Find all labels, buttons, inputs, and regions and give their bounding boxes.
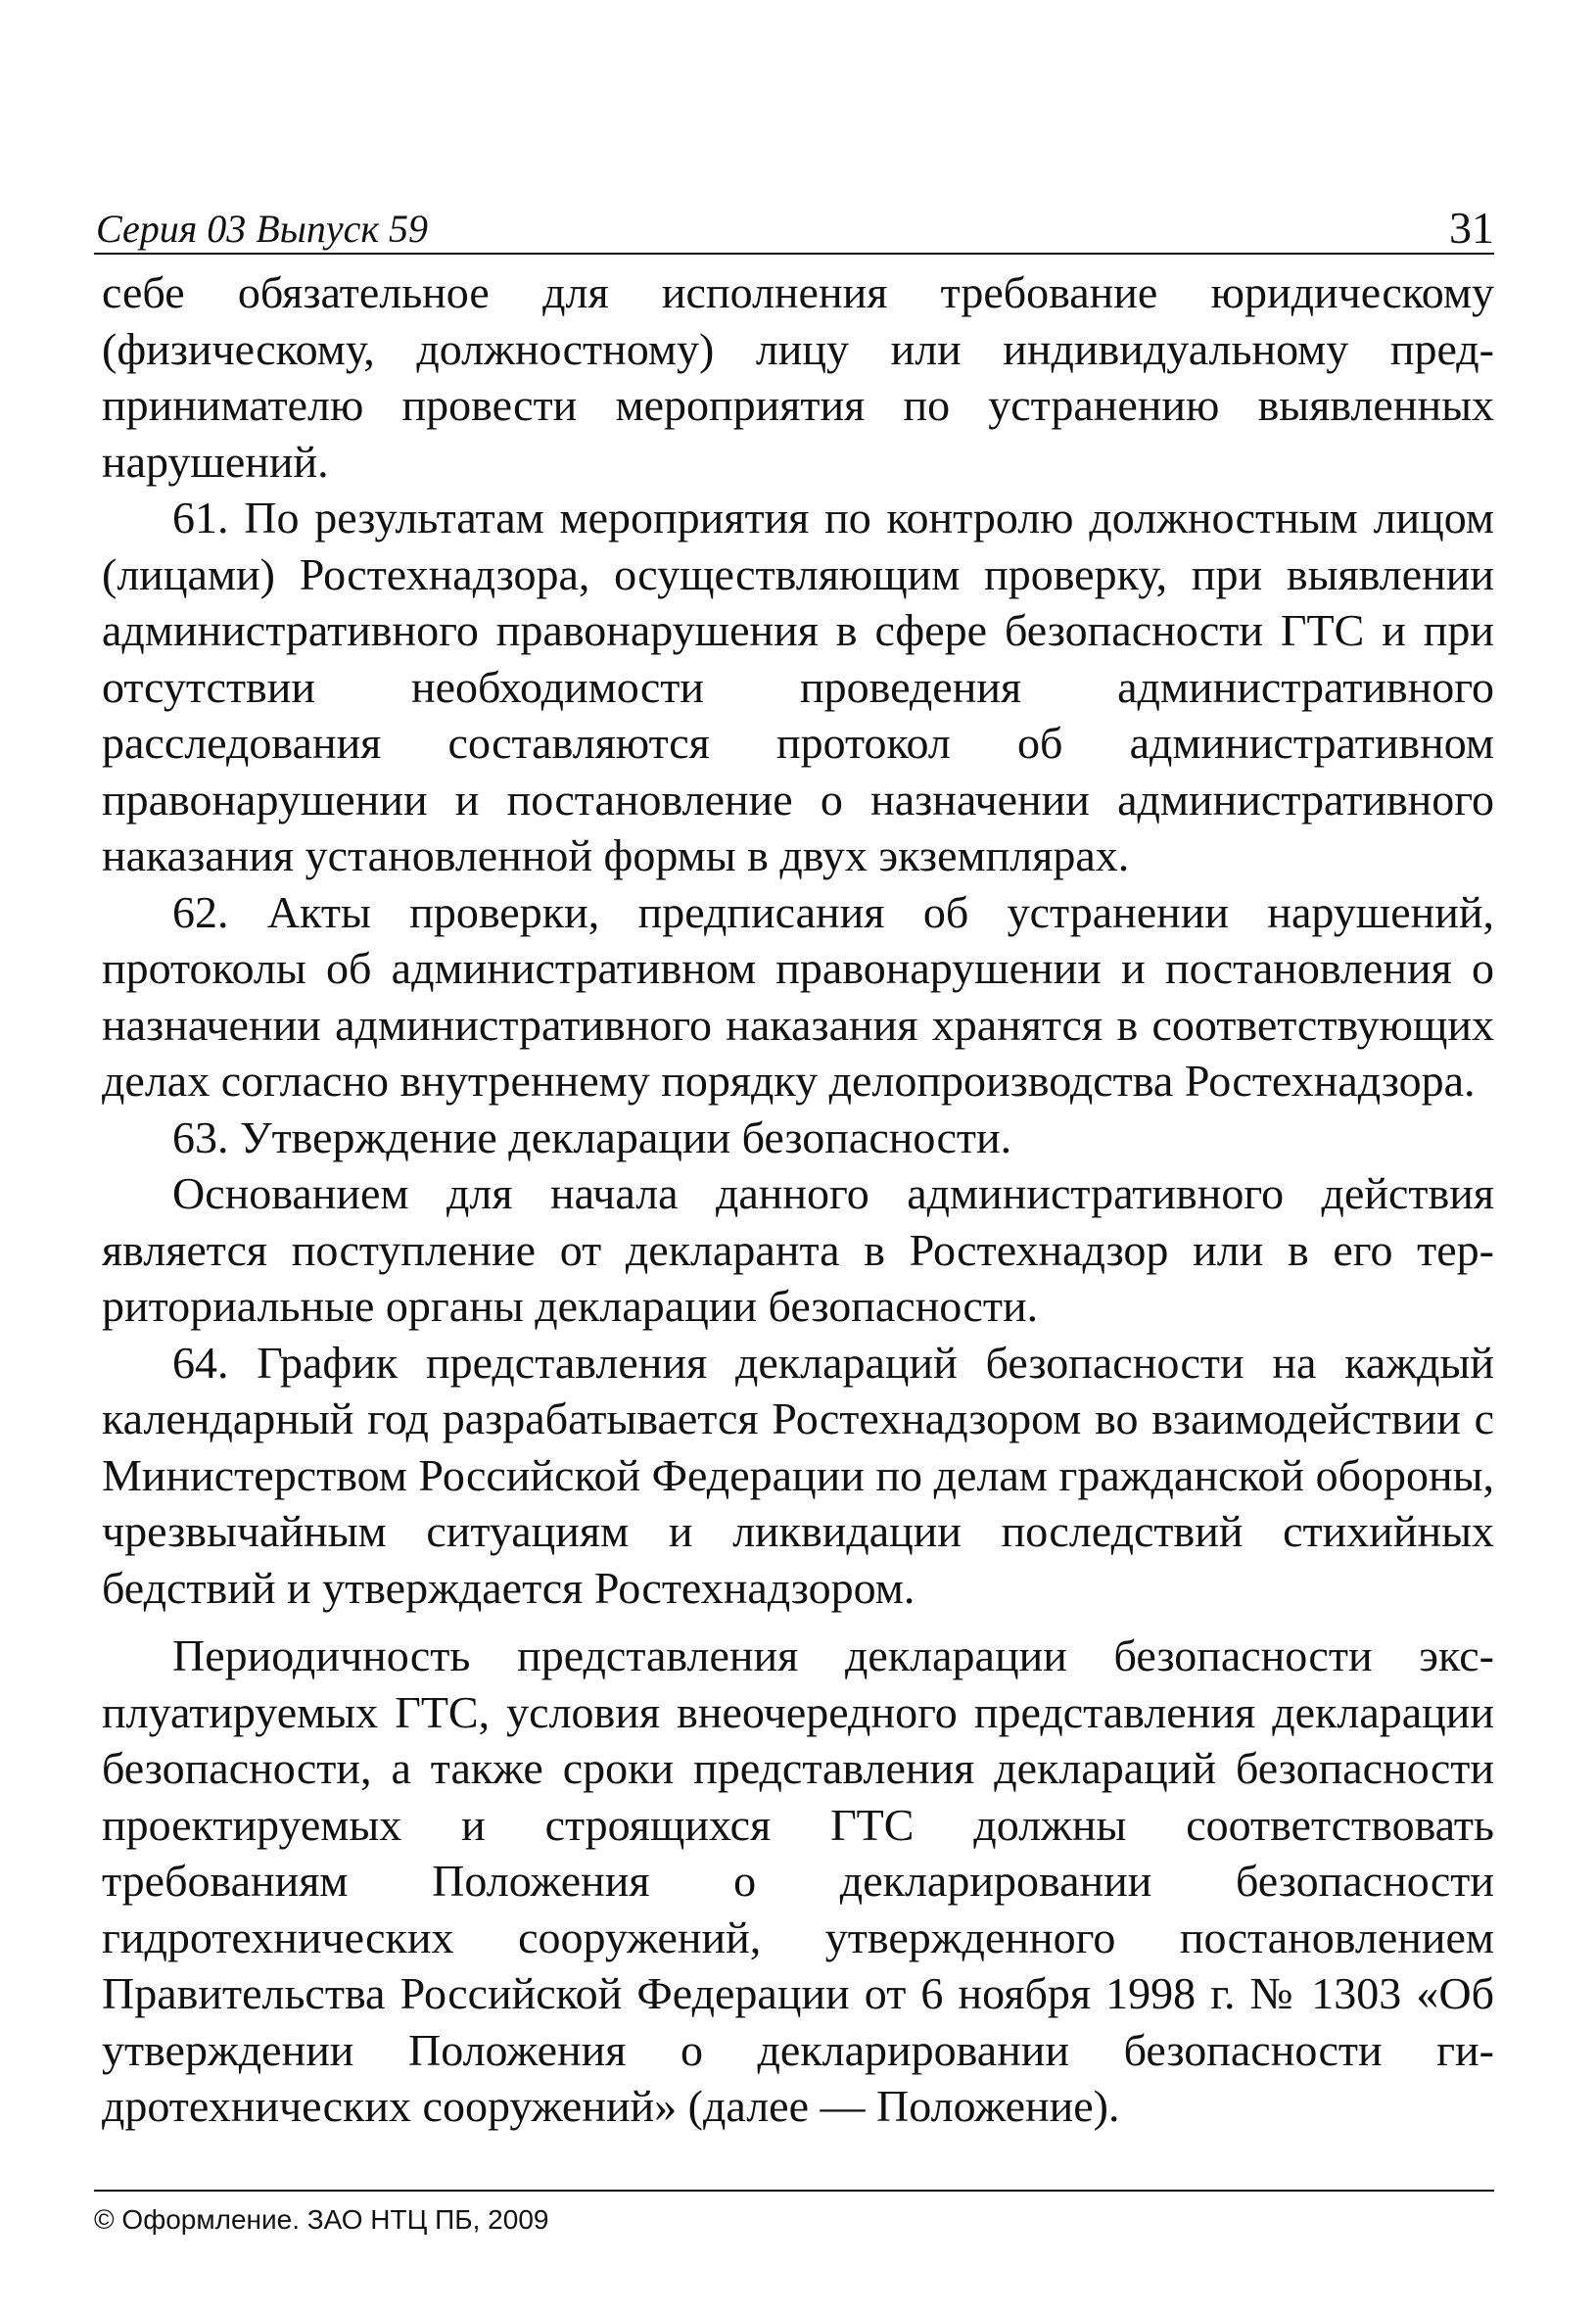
copyright-text: © Оформление. ЗАО НТЦ ПБ, 2009 bbox=[94, 2204, 549, 2235]
paragraph-63-basis: Основанием для начала данного административного действия является поступление от декларанта в Ростехнадзор или в его территориальные органы декларации безопасности. bbox=[102, 1168, 1494, 1331]
copyright-footer bbox=[94, 2190, 1494, 2237]
main-text bbox=[102, 264, 1494, 2135]
paragraph-periodicity: Периодичность представления декларации безопасности эксплуатируемых ГТС, условия внеочередного представления декларации безопасности, а также сроки представления деклараций безопасности проектируемых и строящихся ГТС должны соответствовать требованиям Положения о декларировании безопасности гидротехнических сооружений, утвержденного постановлением Правительства Российской Федерации от 6 ноября 1998 г. № 1303 «Об утверждении Положения о декларировании безопасности гидротехнических сооружений» (далее — Положение). bbox=[102, 1630, 1494, 2131]
paragraph-61: 61. По результатам мероприятия по контролю должностным лицом (лицами) Ростехнадзора, осуществляющим проверку, при выявлении административного правонарушения в сфере безопасности ГТС и при отсутствии необходимости проведения административного расследования составляются протокол об административном правонарушении и постановление о назначении административного наказания установленной формы в двух экземплярах. bbox=[102, 493, 1494, 880]
paragraph-63: 63. Утверждение декларации безопасности. bbox=[172, 1111, 1012, 1162]
page-number: 31 bbox=[1449, 203, 1494, 253]
series-title: Серия 03 Выпуск 59 bbox=[96, 207, 429, 251]
paragraph-62: 62. Акты проверки, предписания об устранении нарушений, протоколы об административном правонарушении и постановления о назначении административного наказания хранятся в соответствующих делах согласно внутреннему порядку делопроизводства Ростехнадзора. bbox=[102, 886, 1494, 1106]
paragraph-continuation: себе обязательное для исполнения требование юридическому (физическому, должностному) лицу или индивидуальному предпринимателю провести мероприятия по устранению выявленных нарушений. bbox=[102, 267, 1494, 487]
paragraph-64: 64. График представления деклараций безопасности на каждый календарный год разрабатывается Ростехнадзором во взаимодействии с Министерством Российской Федерации по делам гражданской обороны, чрезвычайным ситуациям и ликвидации последствий стихийных бедствий и утверждается Ростехнадзором. bbox=[102, 1337, 1494, 1613]
running-header bbox=[94, 194, 1494, 255]
